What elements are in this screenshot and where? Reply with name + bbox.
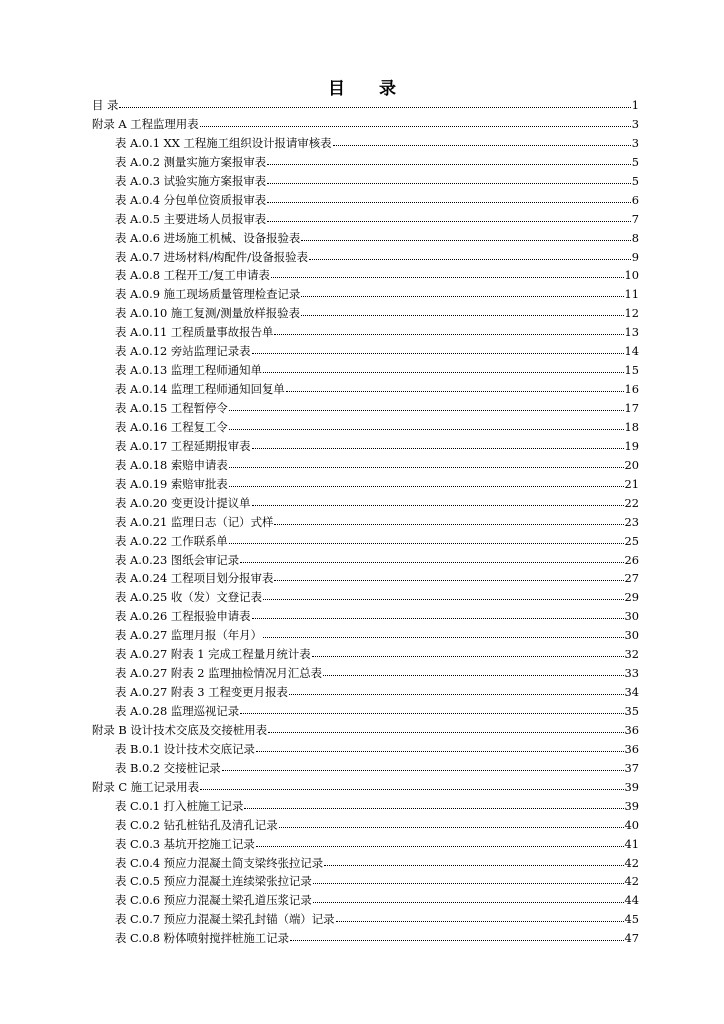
toc-entry[interactable] <box>92 759 639 778</box>
toc-entry[interactable] <box>92 361 639 380</box>
toc-leader-dots <box>312 646 624 657</box>
toc-entry[interactable] <box>92 929 639 948</box>
toc-page-number: 11 <box>624 287 639 302</box>
toc-entry-label: 表 A.0.10 施工复测/测量放样报验表 <box>115 306 300 321</box>
toc-page-number: 19 <box>624 438 639 453</box>
toc-leader-dots <box>229 476 624 487</box>
toc-page-number: 42 <box>624 855 639 870</box>
toc-leader-dots <box>301 305 624 316</box>
toc-page-number: 14 <box>624 344 639 359</box>
toc-leader-dots <box>267 211 631 222</box>
toc-entry-label: 表 A.0.27 监理月报（年月） <box>115 628 262 643</box>
toc-page-number: 12 <box>624 306 639 321</box>
toc-page-number: 23 <box>624 514 639 529</box>
toc-entry-label: 表 A.0.27 附表 2 监理抽检情况月汇总表 <box>115 666 323 681</box>
toc-leader-dots <box>268 722 623 733</box>
toc-leader-dots <box>200 116 631 127</box>
toc-entry-label: 表 C.0.6 预应力混凝土梁孔道压浆记录 <box>115 893 312 908</box>
toc-entry-label: 表 B.0.1 设计技术交底记录 <box>115 741 255 756</box>
toc-leader-dots <box>222 760 624 771</box>
toc-entry[interactable] <box>92 153 639 172</box>
toc-page-number: 15 <box>624 363 639 378</box>
toc-leader-dots <box>256 741 624 752</box>
toc-entry[interactable] <box>92 418 639 437</box>
toc-page-number: 9 <box>631 249 639 264</box>
toc-entry-label: 附录 A 工程监理用表 <box>92 116 199 131</box>
toc-leader-dots <box>256 836 624 847</box>
toc-entry-label: 表 A.0.20 变更设计提议单 <box>115 495 251 510</box>
toc-leader-dots <box>324 855 623 866</box>
toc-page-number: 39 <box>624 798 639 813</box>
toc-entry-label: 表 A.0.9 施工现场质量管理检查记录 <box>115 287 301 302</box>
toc-leader-dots <box>252 343 624 354</box>
toc-entry-label: 表 A.0.13 监理工程师通知单 <box>115 363 262 378</box>
toc-page-number: 5 <box>631 154 639 169</box>
toc-leader-dots <box>244 798 623 809</box>
toc-page-number: 20 <box>624 457 639 472</box>
toc-entry[interactable] <box>92 172 639 191</box>
toc-page-number: 44 <box>624 893 639 908</box>
toc-entry-label: 表 C.0.4 预应力混凝土简支梁终张拉记录 <box>115 855 324 870</box>
toc-leader-dots <box>252 438 624 449</box>
toc-entry[interactable] <box>92 835 639 854</box>
toc-leader-dots <box>290 930 624 941</box>
toc-leader-dots <box>333 135 631 146</box>
toc-entry-label: 表 C.0.2 钻孔桩钻孔及清孔记录 <box>115 817 278 832</box>
toc-entry[interactable] <box>92 248 639 267</box>
toc-page-number: 25 <box>624 533 639 548</box>
toc-page-number: 17 <box>624 401 639 415</box>
toc-entry[interactable] <box>92 380 639 399</box>
toc-entry[interactable] <box>92 702 639 721</box>
toc-entry-label: 表 B.0.2 交接桩记录 <box>115 760 221 775</box>
toc-entry[interactable] <box>92 551 639 570</box>
toc-entry[interactable] <box>92 134 639 153</box>
toc-leader-dots <box>271 267 624 278</box>
toc-page-number: 8 <box>631 230 639 245</box>
toc-entry-label: 表 A.0.28 监理巡视记录 <box>115 704 240 718</box>
toc-page-number: 47 <box>624 931 639 946</box>
toc-leader-dots <box>229 457 624 468</box>
toc-entry[interactable] <box>92 304 639 323</box>
toc-entry-label: 表 A.0.27 附表 3 工程变更月报表 <box>115 685 288 700</box>
toc-entry[interactable] <box>92 797 639 816</box>
toc-leader-dots <box>263 362 624 373</box>
toc-entry-label: 表 A.0.27 附表 1 完成工程量月统计表 <box>115 647 311 662</box>
toc-entry[interactable] <box>92 323 639 342</box>
toc-leader-dots <box>240 703 623 714</box>
toc-leader-dots <box>252 495 624 506</box>
toc-entry-label: 表 A.0.21 监理日志（记）式样 <box>115 514 274 529</box>
toc-page-number: 5 <box>631 173 639 188</box>
toc-entry-label: 附录 B 设计技术交底及交接桩用表 <box>92 722 268 737</box>
toc-leader-dots <box>229 419 624 430</box>
toc-leader-dots <box>313 873 624 884</box>
toc-page-number: 7 <box>631 211 639 226</box>
toc-entry[interactable] <box>92 891 639 910</box>
toc-page-number: 29 <box>624 590 639 605</box>
toc-page-number: 27 <box>624 571 639 586</box>
toc-entry-label: 表 A.0.19 索赔审批表 <box>115 476 228 491</box>
toc-entry[interactable] <box>92 437 639 456</box>
toc-entry[interactable] <box>92 285 639 304</box>
toc-entry-label: 表 A.0.26 工程报验申请表 <box>115 609 251 624</box>
toc-entry[interactable] <box>92 191 639 210</box>
toc-leader-dots <box>274 514 623 525</box>
toc-page-number: 30 <box>624 609 639 624</box>
toc-entry-label: 表 A.0.15 工程暂停令 <box>115 401 228 415</box>
toc-page-number: 42 <box>624 874 639 889</box>
toc-entry-label: 表 C.0.5 预应力混凝土连续梁张拉记录 <box>115 874 312 889</box>
toc-page-number: 41 <box>624 836 639 851</box>
toc-entry-label: 表 A.0.2 测量实施方案报审表 <box>115 154 267 169</box>
toc-entry[interactable] <box>92 96 639 115</box>
toc-leader-dots <box>301 230 630 241</box>
toc-page-number: 35 <box>624 704 639 718</box>
toc-leader-dots <box>252 608 624 619</box>
toc-entry[interactable] <box>92 626 639 645</box>
toc-leader-dots <box>289 684 624 695</box>
toc-entry[interactable] <box>92 475 639 494</box>
toc-entry-label: 表 A.0.11 工程质量事故报告单 <box>115 325 274 340</box>
toc-page-number: 10 <box>624 268 639 283</box>
toc-leader-dots <box>263 627 624 638</box>
toc-leader-dots <box>313 892 624 903</box>
toc-entry-label: 表 A.0.1 XX 工程施工组织设计报请审核表 <box>115 135 332 150</box>
toc-entry[interactable] <box>92 210 639 229</box>
toc-page-number: 45 <box>624 912 639 927</box>
toc-entry[interactable] <box>92 569 639 588</box>
toc-page-number: 16 <box>624 382 639 397</box>
toc-entry[interactable] <box>92 740 639 759</box>
toc-entry[interactable] <box>92 513 639 532</box>
toc-entry-label: 表 A.0.16 工程复工令 <box>115 419 228 434</box>
toc-page-number: 1 <box>631 98 639 112</box>
toc-entry-label: 表 C.0.1 打入桩施工记录 <box>115 798 244 813</box>
toc-entry-label: 表 A.0.12 旁站监理记录表 <box>115 344 251 359</box>
toc-entry[interactable] <box>92 588 639 607</box>
toc-entry[interactable] <box>92 816 639 835</box>
toc-entry-label: 表 A.0.3 试验实施方案报审表 <box>115 173 267 188</box>
toc-page-number: 33 <box>624 666 639 681</box>
toc-leader-dots <box>267 154 631 165</box>
toc-entry[interactable] <box>92 266 639 285</box>
toc-page-number: 3 <box>631 135 639 150</box>
toc-entry-label: 表 A.0.8 工程开工/复工申请表 <box>115 268 270 283</box>
toc-leader-dots <box>229 533 624 544</box>
toc-entry-label: 表 A.0.18 索赔申请表 <box>115 457 228 472</box>
toc-leader-dots <box>200 779 623 790</box>
toc-leader-dots <box>229 400 624 411</box>
toc-page-number: 36 <box>624 722 639 737</box>
toc-entry[interactable] <box>92 399 639 418</box>
toc-entry[interactable] <box>92 721 639 740</box>
toc-leader-dots <box>336 911 624 922</box>
toc-page-number: 34 <box>624 685 639 700</box>
toc-entry[interactable] <box>92 342 639 361</box>
toc-page-number: 39 <box>624 779 639 794</box>
toc-page-number: 13 <box>624 325 639 340</box>
toc-entry[interactable] <box>92 872 639 891</box>
toc-entry[interactable] <box>92 910 639 929</box>
toc-page-number: 6 <box>631 192 639 207</box>
toc-entry-label: 表 A.0.22 工作联系单 <box>115 533 228 548</box>
toc-leader-dots <box>240 552 623 563</box>
toc-entry[interactable] <box>92 494 639 513</box>
toc-page-number: 26 <box>624 552 639 567</box>
toc-page-number: 30 <box>624 628 639 643</box>
toc-entry-label: 表 C.0.3 基坑开挖施工记录 <box>115 836 255 851</box>
toc-leader-dots <box>279 817 624 828</box>
toc-page-number: 21 <box>624 476 639 491</box>
toc-entry[interactable] <box>92 645 639 664</box>
toc-entry-label: 表 A.0.23 图纸会审记录 <box>115 552 240 567</box>
toc-entry[interactable] <box>92 456 639 475</box>
toc-entry[interactable] <box>92 683 639 702</box>
toc-entry[interactable] <box>92 532 639 551</box>
toc-page-number: 32 <box>624 647 639 662</box>
toc-page-number: 18 <box>624 419 639 434</box>
toc-page-number: 37 <box>624 760 639 775</box>
toc-entry-label: 目 录 <box>92 98 119 112</box>
toc-entry[interactable] <box>92 664 639 683</box>
toc-leader-dots <box>119 97 630 108</box>
toc-entry-label: 表 A.0.17 工程延期报审表 <box>115 438 251 453</box>
toc-entry-label: 表 C.0.7 预应力混凝土梁孔封锚（端）记录 <box>115 912 335 927</box>
toc-leader-dots <box>286 381 624 392</box>
toc-entry[interactable] <box>92 607 639 626</box>
toc-entry-label: 表 A.0.14 监理工程师通知回复单 <box>115 382 285 397</box>
toc-entry[interactable] <box>92 229 639 248</box>
table-of-contents <box>92 96 639 948</box>
page-title: 目 录 <box>328 79 410 99</box>
toc-entry-label: 表 A.0.5 主要进场人员报审表 <box>115 211 267 226</box>
toc-leader-dots <box>274 570 623 581</box>
toc-page-number: 3 <box>631 116 639 131</box>
toc-leader-dots <box>323 665 623 676</box>
toc-leader-dots <box>263 589 624 600</box>
toc-entry-label: 表 A.0.24 工程项目划分报审表 <box>115 571 274 586</box>
toc-leader-dots <box>267 192 631 203</box>
toc-leader-dots <box>301 286 623 297</box>
toc-page-number: 40 <box>624 817 639 832</box>
toc-entry[interactable] <box>92 115 639 134</box>
toc-entry-label: 附录 C 施工记录用表 <box>92 779 200 794</box>
toc-entry[interactable] <box>92 778 639 797</box>
toc-entry-label: 表 A.0.4 分包单位资质报审表 <box>115 192 267 207</box>
toc-leader-dots <box>274 324 623 335</box>
toc-page-number: 22 <box>624 495 639 510</box>
toc-leader-dots <box>309 249 631 260</box>
toc-leader-dots <box>267 173 631 184</box>
toc-page-number: 36 <box>624 741 639 756</box>
toc-entry-label: 表 A.0.7 进场材料/构配件/设备报验表 <box>115 249 308 264</box>
toc-entry-label: 表 A.0.6 进场施工机械、设备报验表 <box>115 230 301 245</box>
toc-entry[interactable] <box>92 854 639 873</box>
toc-entry-label: 表 C.0.8 粉体喷射搅拌桩施工记录 <box>115 931 289 946</box>
toc-entry-label: 表 A.0.25 收（发）文登记表 <box>115 590 262 605</box>
